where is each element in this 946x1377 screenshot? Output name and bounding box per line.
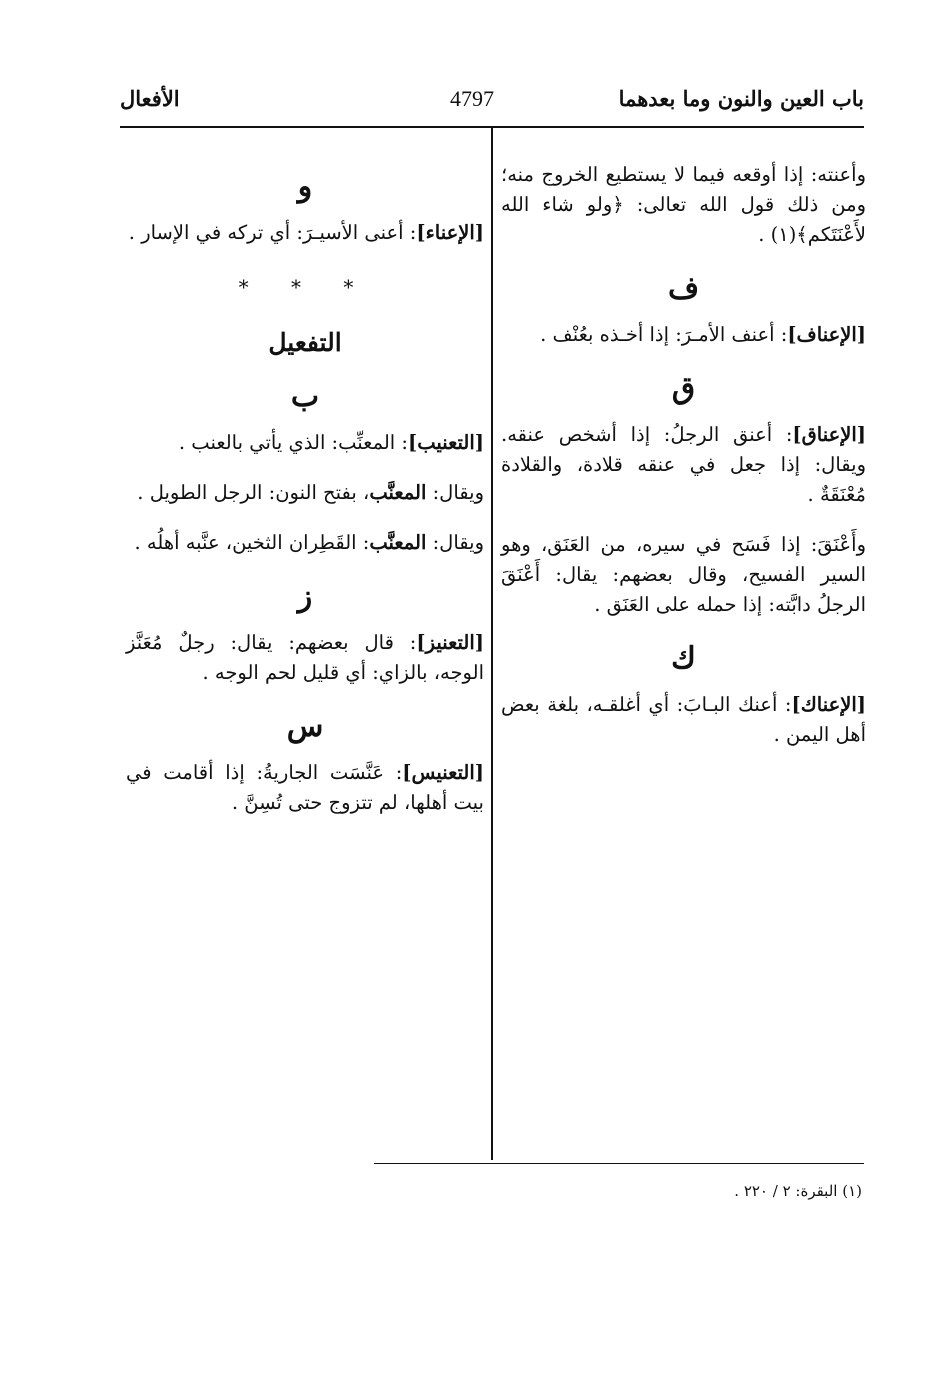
- entry-head: [الإعناك]: [791, 693, 866, 716]
- entry-text: : قال بعضهم: يقال: رجلٌ مُعَنَّز الوجه، بالزاي: أي قليل لحم الوجه .: [126, 631, 484, 684]
- text: ، بفتح النون: الرجل الطويل .: [137, 481, 370, 504]
- entry-text: : عَنَّسَت الجاريةُ: إذا أقامت في بيت أهلها، لم تتزوج حتى تُسِنَّ .: [126, 761, 484, 814]
- spacer: [126, 458, 484, 478]
- paragraph: [126, 478, 484, 508]
- letter-heading-waw: و: [297, 169, 313, 204]
- entry-text: : أعنك البـابَ: أي أغلقـه، بلغة بعض أهل اليمن .: [501, 693, 866, 746]
- page-number: 4797: [450, 86, 494, 111]
- letter-heading-sin: س: [286, 709, 324, 744]
- term: المعنَّب: [369, 531, 427, 554]
- letter-heading-zay: ز: [297, 579, 313, 614]
- entry-ianaq: [501, 420, 866, 510]
- letter-heading-ba: ب: [290, 379, 320, 414]
- letter-heading-qaf: ق: [671, 371, 696, 406]
- entry-text: : أعنى الأسيـرَ: أي تركه في الإسار .: [128, 221, 417, 244]
- letter-heading-fa: ف: [667, 271, 700, 306]
- entry-taniz: [126, 628, 484, 688]
- left-column: [126, 160, 484, 818]
- section-running-title: الأفعال: [120, 86, 180, 111]
- entry-text: : أعنق الرجلُ: إذا أشخص عنقه. ويقال: إذا جعل في عنقه قلادة، والقلادة مُعْنَقَةٌ .: [501, 423, 866, 506]
- spacer: [501, 510, 866, 530]
- chapter-title: باب العين والنون وما بعدهما: [618, 86, 864, 111]
- entry-ianaf: [501, 320, 866, 350]
- entry-iana: [126, 218, 484, 248]
- column-divider: [491, 128, 493, 1160]
- entry-tanib: [126, 428, 484, 458]
- footnote-rule: [374, 1163, 864, 1164]
- paragraph: وأعنته: إذا أوقعه فيما لا يستطيع الخروج منه؛ ومن ذلك قول الله تعالى: ﴿ولو شاء الله لأَعْنَتَكم﴾(١) .: [501, 163, 866, 246]
- entry-head: [الإعناف]: [787, 323, 866, 346]
- entry-head: [التعنيز]: [416, 631, 484, 654]
- entry-text: : المعنِّب: الذي يأتي بالعنب .: [178, 431, 408, 454]
- entry-head: [التعنيس]: [402, 761, 484, 784]
- entry-text: : أعنف الأمـرَ: إذا أخـذه بعُنْف .: [540, 323, 788, 346]
- entry-tanis: [126, 758, 484, 818]
- footnote: (١) البقرة: ٢ / ٢٢٠ .: [734, 1182, 862, 1200]
- text: ويقال:: [426, 531, 484, 554]
- paragraph: [126, 528, 484, 558]
- spacer: [126, 508, 484, 528]
- entry-head: [الإعناء]: [416, 221, 484, 244]
- paragraph: وأَعْنَقَ: إذا فَسَح في سيره، من العَنَق، وهو السير الفسيح، وقال بعضهم: يقال: أَعْنَقَ الرجلُ دابَّته: إذا حمله على العَنَق .: [501, 533, 866, 616]
- text: ويقال:: [426, 481, 484, 504]
- entry-head: [الإعناق]: [792, 423, 866, 446]
- letter-heading-kaf: ك: [671, 641, 696, 676]
- text: : القَطِران الثخين، عنَّبه أهلُه .: [134, 531, 370, 554]
- right-column: [501, 160, 866, 750]
- entry-head: [التعنيب]: [407, 431, 484, 454]
- term: المعنَّب: [369, 481, 427, 504]
- section-title: التفعيل: [268, 328, 342, 357]
- entry-ianak: [501, 690, 866, 750]
- section-separator: * * *: [238, 275, 372, 299]
- page-header: [120, 86, 864, 126]
